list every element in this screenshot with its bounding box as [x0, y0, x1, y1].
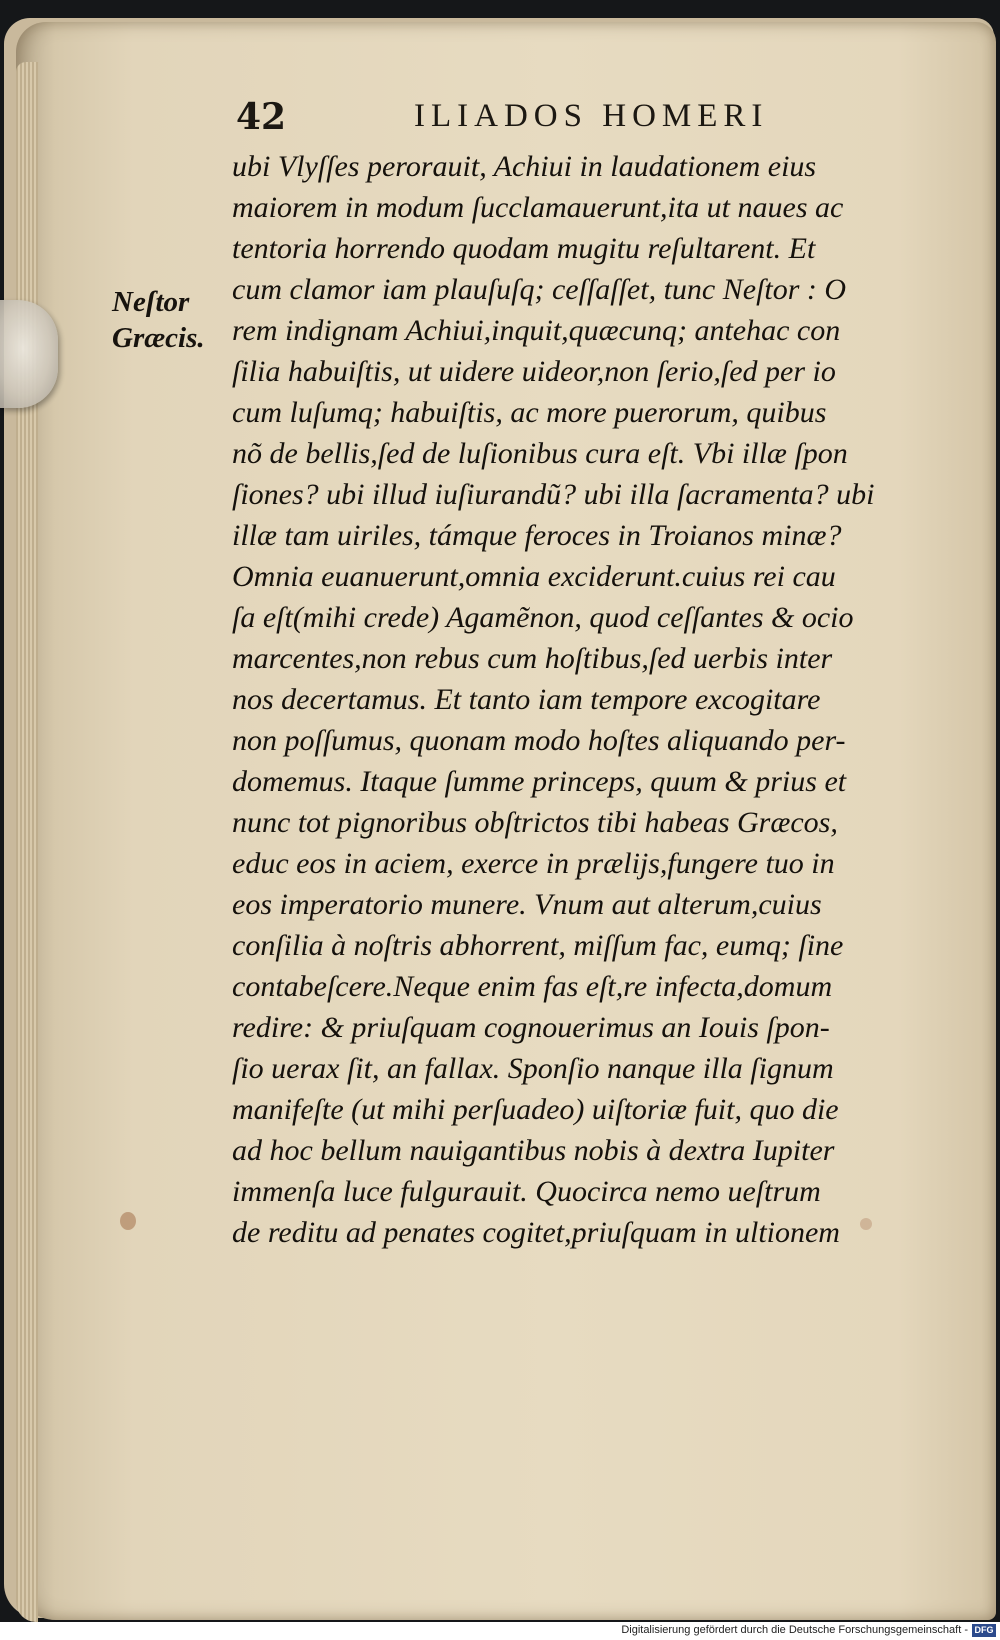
text-line: ad hoc bellum nauigantibus nobis à dextra Iupiter [232, 1134, 835, 1167]
text-line: eos imperatorio munere. Vnum aut alterum,cuius [232, 888, 822, 921]
text-line: Omnia euanuerunt,omnia exciderunt.cuius rei cau [232, 560, 836, 593]
text-line: redire: & priuſquam cognouerimus an Iouis ſpon- [232, 1011, 830, 1044]
text-line: immenſa luce fulgurauit. Quocirca nemo ueſtrum [232, 1175, 821, 1208]
footer-bar [0, 1622, 1000, 1640]
text-line: ſio uerax ſit, an fallax. Sponſio nanque illa ſignum [232, 1052, 834, 1085]
marginal-note [112, 284, 222, 356]
text-line: ſa eſt(mihi crede) Agamẽnon, quod ceſſantes & ocio [232, 601, 854, 634]
page-number: 42 [236, 96, 287, 138]
page-clip [0, 300, 58, 408]
text-line: tentoria horrendo quodam mugitu reſultarent. Et [232, 232, 816, 265]
text-line: manifeſte (ut mihi perſuadeo) uiſtoriæ fuit, quo die [232, 1093, 839, 1126]
text-line: ubi Vlyſſes perorauit, Achiui in laudationem eius [232, 150, 817, 183]
text-line: conſilia à noſtris abhorrent, miſſum fac, eumq; ſine [232, 929, 844, 962]
text-line: domemus. Itaque ſumme princeps, quum & prius et [232, 765, 847, 798]
page-header [236, 96, 876, 148]
funding-credit: Digitalisierung gefördert durch die Deutsche Forschungsgemeinschaft - [621, 1624, 968, 1636]
text-line: nos decertamus. Et tanto iam tempore excogitare [232, 683, 821, 716]
marginal-note-line: Neſtor [112, 286, 190, 318]
text-line: ſilia habuiſtis, ut uidere uideor,non ſerio,ſed per io [232, 355, 836, 388]
text-line: contabeſcere.Neque enim fas eſt,re infecta,domum [232, 970, 833, 1003]
page-edges [16, 62, 38, 1622]
text-line: marcentes,non rebus cum hoſtibus,ſed uerbis inter [232, 642, 833, 675]
text-line: maiorem in modum ſucclamauerunt,ita ut naues ac [232, 191, 844, 224]
text-line: illæ tam uiriles, támque feroces in Troianos minæ? [232, 519, 842, 552]
text-line: ſiones? ubi illud iuſiurandũ? ubi illa ſacramenta? ubi [232, 478, 875, 511]
marginal-note-line: Græcis. [112, 322, 205, 354]
dfg-logo: DFG [972, 1624, 996, 1637]
running-head: ILIADOS HOMERI [414, 98, 769, 134]
body-text [232, 146, 892, 1253]
text-line: cum clamor iam plauſuſq; ceſſaſſet, tunc Neſtor : O [232, 273, 847, 306]
text-line: nõ de bellis,ſed de luſionibus cura eſt. Vbi illæ ſpon [232, 437, 848, 470]
text-line: cum luſumq; habuiſtis, ac more puerorum, quibus [232, 396, 827, 429]
text-line: non poſſumus, quonam modo hoſtes aliquando per- [232, 724, 846, 757]
ink-stain [120, 1212, 136, 1230]
text-line: educ eos in aciem, exerce in prælijs,fungere tuo in [232, 847, 835, 880]
text-line: rem indignam Achiui,inquit,quæcunq; antehac con [232, 314, 841, 347]
text-line: de reditu ad penates cogitet,priuſquam in ultionem [232, 1216, 840, 1249]
text-line: nunc tot pignoribus obſtrictos tibi habeas Græcos, [232, 806, 838, 839]
